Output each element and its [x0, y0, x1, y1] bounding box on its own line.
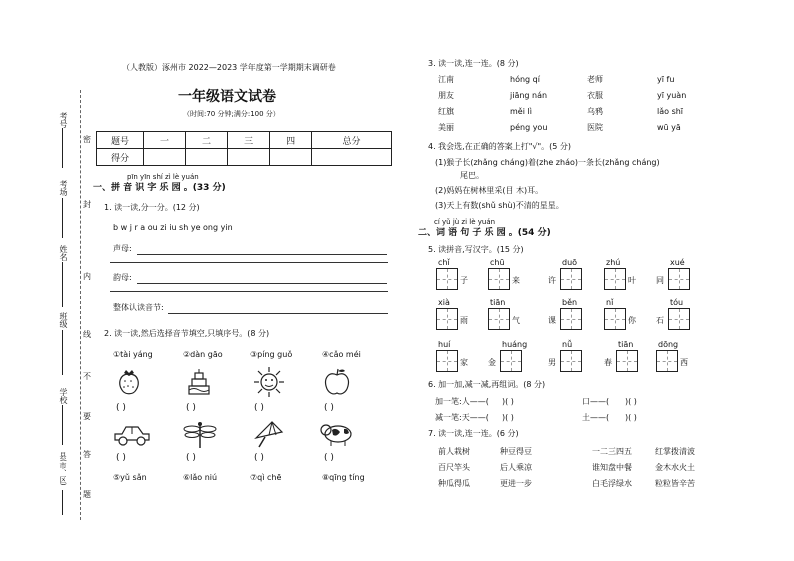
q5-pinyin: huí [438, 340, 451, 349]
score-table-header-row [97, 132, 392, 149]
q5-pinyin: duō [562, 258, 578, 267]
q2-option: ⑤yǔ sǎn [113, 473, 147, 482]
kaochang-line [62, 198, 63, 238]
strawberry-icon [114, 368, 144, 398]
q7-item[interactable]: 百尺竿头 [438, 463, 470, 472]
q3-item[interactable]: yī fu [657, 75, 675, 84]
q4-heading: 4. 我会选,在正确的答案上打"√"。(5 分) [428, 142, 572, 151]
q1-yunmu-line2 [110, 291, 388, 292]
q3-item[interactable]: měi lì [510, 107, 532, 116]
q1-heading: 1. 读一读,分一分。(12 分) [104, 203, 200, 212]
q2-answer-paren[interactable]: ( ) [254, 453, 264, 463]
q5-writing-grid[interactable] [436, 350, 458, 372]
q5-suffix-char: 气 [512, 316, 520, 325]
q3-item[interactable]: 朋友 [438, 91, 454, 100]
q2-option: ⑧qīng tíng [322, 473, 365, 482]
q1-yunmu-line[interactable] [137, 283, 387, 284]
q6-blank[interactable]: )( ) [625, 413, 637, 422]
q6-row2-a: 减一笔:天——( [435, 413, 489, 422]
q5-pinyin: nǚ [562, 340, 573, 349]
sun-icon [252, 365, 286, 399]
q5-writing-grid[interactable] [500, 350, 522, 372]
kaochang-label: 考场 [59, 180, 68, 196]
xian-label: 县(市、区) [59, 452, 67, 486]
q5-pinyin: tiān [618, 340, 634, 349]
car-icon [112, 422, 152, 448]
score-cell: 二 [186, 132, 228, 149]
q5-heading: 5. 读拼音,写汉字。(15 分) [428, 245, 524, 254]
q6-blank[interactable]: )( ) [625, 397, 637, 406]
q6-heading: 6. 加一加,减一减,再组词。(8 分) [428, 380, 546, 389]
nei-char: 内 [83, 272, 91, 281]
score-cell [228, 149, 270, 166]
score-cell: 总分 [312, 132, 392, 149]
umbrella-icon [252, 418, 286, 450]
q5-prefix-char: 同 [656, 276, 664, 285]
q5-pinyin: dōng [658, 340, 679, 349]
score-cell: 题号 [97, 132, 144, 149]
q7-item[interactable]: 红掌拨清波 [655, 447, 695, 456]
q1-yunmu-label: 韵母: [113, 273, 132, 282]
q2-answer-paren[interactable]: ( ) [116, 403, 126, 413]
q4-item1b: 尾巴。 [460, 171, 484, 180]
score-cell [186, 149, 228, 166]
q4-item1[interactable]: (1)猴子长(zhǎng cháng)着(zhe zháo)一条长(zhǎng cháng) [435, 158, 660, 167]
q3-item[interactable]: jiāng nán [510, 91, 548, 100]
q3-heading: 3. 读一读,连一连。(8 分) [428, 59, 519, 68]
q2-answer-paren[interactable]: ( ) [324, 403, 334, 413]
q1-zhengti-line[interactable] [168, 313, 388, 314]
q5-suffix-char: 雨 [460, 316, 468, 325]
q7-item[interactable]: 种瓜得瓜 [438, 479, 470, 488]
da-char: 答 [83, 450, 91, 459]
q1-shengmu-line2 [110, 262, 388, 263]
q3-item[interactable]: 医院 [587, 123, 603, 132]
q5-pinyin: tiān [490, 298, 506, 307]
q2-option: ③píng guǒ [250, 350, 293, 359]
q6-row2-b: 土——( [582, 413, 610, 422]
yao-char: 要 [83, 412, 91, 421]
score-cell: 得分 [97, 149, 144, 166]
q5-writing-grid[interactable] [604, 268, 626, 290]
section2-heading: 二、词 语 句 子 乐 园 。(54 分) [418, 228, 551, 238]
q5-writing-grid[interactable] [604, 308, 626, 330]
dragonfly-icon [182, 420, 218, 450]
q5-suffix-char: 叶 [628, 276, 636, 285]
q4-item2[interactable]: (2)妈妈在树林里采(目 木)耳。 [435, 186, 544, 195]
xian-char: 线 [83, 330, 91, 339]
kaohao-line [62, 128, 63, 168]
cow-icon [318, 420, 358, 448]
q5-writing-grid[interactable] [436, 268, 458, 290]
q3-item[interactable]: lǎo shī [657, 107, 684, 116]
q2-answer-paren[interactable]: ( ) [116, 453, 126, 463]
q5-prefix-char: 春 [604, 358, 612, 367]
q5-pinyin: nǐ [606, 298, 614, 307]
q5-writing-grid[interactable] [488, 308, 510, 330]
q3-item[interactable]: 红旗 [438, 107, 454, 116]
xuexiao-label: 学校 [59, 388, 68, 404]
q4-item3[interactable]: (3)天上有数(shǔ shù)不清的星星。 [435, 201, 564, 210]
q6-row1-a: 加一笔:人——( [435, 397, 489, 406]
q7-heading: 7. 读一读,连一连。(6 分) [428, 429, 519, 438]
q5-writing-grid[interactable] [616, 350, 638, 372]
xian-line [62, 490, 63, 515]
apple-icon [320, 366, 354, 398]
exam-title: 一年级语文试卷 [178, 89, 276, 105]
q3-item[interactable]: 衣服 [587, 91, 603, 100]
q5-writing-grid[interactable] [668, 308, 690, 330]
cake-icon [184, 368, 214, 398]
score-table [96, 131, 392, 166]
q5-suffix-char: 西 [680, 358, 688, 367]
q3-item[interactable]: 老师 [587, 75, 603, 84]
exam-subtitle: （时间:70 分钟;满分:100 分） [183, 110, 280, 118]
q1-letters: b w j r a ou zi iu sh ye ong yin [113, 223, 233, 232]
q5-pinyin: chǐ [438, 258, 450, 267]
section1-pinyin: pīn yīn shí zì lè yuán [127, 173, 199, 181]
mi-char: 密 [83, 135, 91, 144]
q3-item[interactable]: 美丽 [438, 123, 454, 132]
q5-pinyin: chū [490, 258, 505, 267]
q7-item[interactable]: 前人栽树 [438, 447, 470, 456]
feng-char: 封 [83, 200, 91, 209]
q7-item[interactable]: 更进一步 [500, 479, 532, 488]
banji-line [62, 330, 63, 375]
q7-item[interactable]: 金木水火土 [655, 463, 695, 472]
q3-item[interactable]: 乌鸦 [587, 107, 603, 116]
q3-item[interactable]: yī yuàn [657, 91, 687, 100]
q5-pinyin: xià [438, 298, 450, 307]
q2-answer-paren[interactable]: ( ) [254, 403, 264, 413]
score-cell [270, 149, 312, 166]
score-table-score-row [97, 149, 392, 166]
q5-pinyin: xué [670, 258, 685, 267]
q2-option: ⑥lǎo niú [183, 473, 218, 482]
q6-blank[interactable]: )( ) [502, 413, 514, 422]
q5-suffix-char: 子 [460, 276, 468, 285]
bu-char: 不 [83, 372, 91, 381]
binding-dashed-line [80, 90, 81, 520]
q5-suffix-char: 你 [628, 316, 636, 325]
q6-row1-b: 口——( [582, 397, 610, 406]
q1-shengmu-label: 声母: [113, 244, 132, 253]
q2-option: ④cǎo méi [322, 350, 361, 359]
xuexiao-line [62, 405, 63, 445]
section1-heading: 一、拼 音 识 字 乐 园 。(33 分) [93, 183, 226, 193]
q5-pinyin: běn [562, 298, 578, 307]
score-cell [312, 149, 392, 166]
q5-prefix-char: 石 [656, 316, 664, 325]
q5-prefix-char: 许 [548, 276, 556, 285]
q5-pinyin: tóu [670, 298, 684, 307]
kaohao-label: 考号 [59, 112, 68, 128]
section2-pinyin: cí yǔ jù zi lè yuán [434, 218, 496, 226]
exam-line: （人教版）涿州市 2022—2023 学年度第一学期期末调研卷 [122, 63, 336, 72]
q5-writing-grid[interactable] [560, 268, 582, 290]
q3-item[interactable]: 江南 [438, 75, 454, 84]
q7-item[interactable]: 白毛浮绿水 [592, 479, 632, 488]
q7-item[interactable]: 粒粒皆辛苦 [655, 479, 695, 488]
q7-item[interactable]: 后人乘凉 [500, 463, 532, 472]
q7-item[interactable]: 种豆得豆 [500, 447, 532, 456]
q1-shengmu-line[interactable] [137, 254, 387, 255]
q1-zhengti-label: 整体认读音节: [113, 303, 164, 312]
q6-blank[interactable]: )( ) [502, 397, 514, 406]
score-cell: 一 [144, 132, 186, 149]
score-cell [144, 149, 186, 166]
q3-item[interactable]: péng you [510, 123, 548, 132]
q5-suffix-char: 家 [460, 358, 468, 367]
q5-writing-grid[interactable] [656, 350, 678, 372]
banji-label: 班级 [59, 312, 68, 328]
xingming-line [62, 262, 63, 307]
q7-item[interactable]: 谁知盘中餐 [592, 463, 632, 472]
q5-prefix-char: 金 [488, 358, 496, 367]
q7-item[interactable]: 一二三四五 [592, 447, 632, 456]
q2-option: ①tài yáng [113, 350, 153, 359]
q5-writing-grid[interactable] [488, 268, 510, 290]
q3-item[interactable]: hóng qí [510, 75, 540, 84]
q3-item[interactable]: wū yā [657, 123, 681, 132]
q5-writing-grid[interactable] [560, 350, 582, 372]
q5-suffix-char: 来 [512, 276, 520, 285]
ti-char: 题 [83, 490, 91, 499]
xingming-label: 姓名 [59, 245, 68, 261]
q5-pinyin: zhú [606, 258, 621, 267]
score-cell: 四 [270, 132, 312, 149]
q2-option: ②dàn gāo [183, 350, 223, 359]
score-cell: 三 [228, 132, 270, 149]
q2-answer-paren[interactable]: ( ) [186, 453, 196, 463]
q2-answer-paren[interactable]: ( ) [186, 403, 196, 413]
q5-writing-grid[interactable] [560, 308, 582, 330]
q5-writing-grid[interactable] [668, 268, 690, 290]
q2-answer-paren[interactable]: ( ) [324, 453, 334, 463]
q5-prefix-char: 课 [548, 316, 556, 325]
q2-option: ⑦qì chē [250, 473, 282, 482]
q5-pinyin: huáng [502, 340, 528, 349]
q2-heading: 2. 读一读,然后选择音节填空,只填序号。(8 分) [104, 329, 270, 338]
q5-prefix-char: 男 [548, 358, 556, 367]
q5-writing-grid[interactable] [436, 308, 458, 330]
